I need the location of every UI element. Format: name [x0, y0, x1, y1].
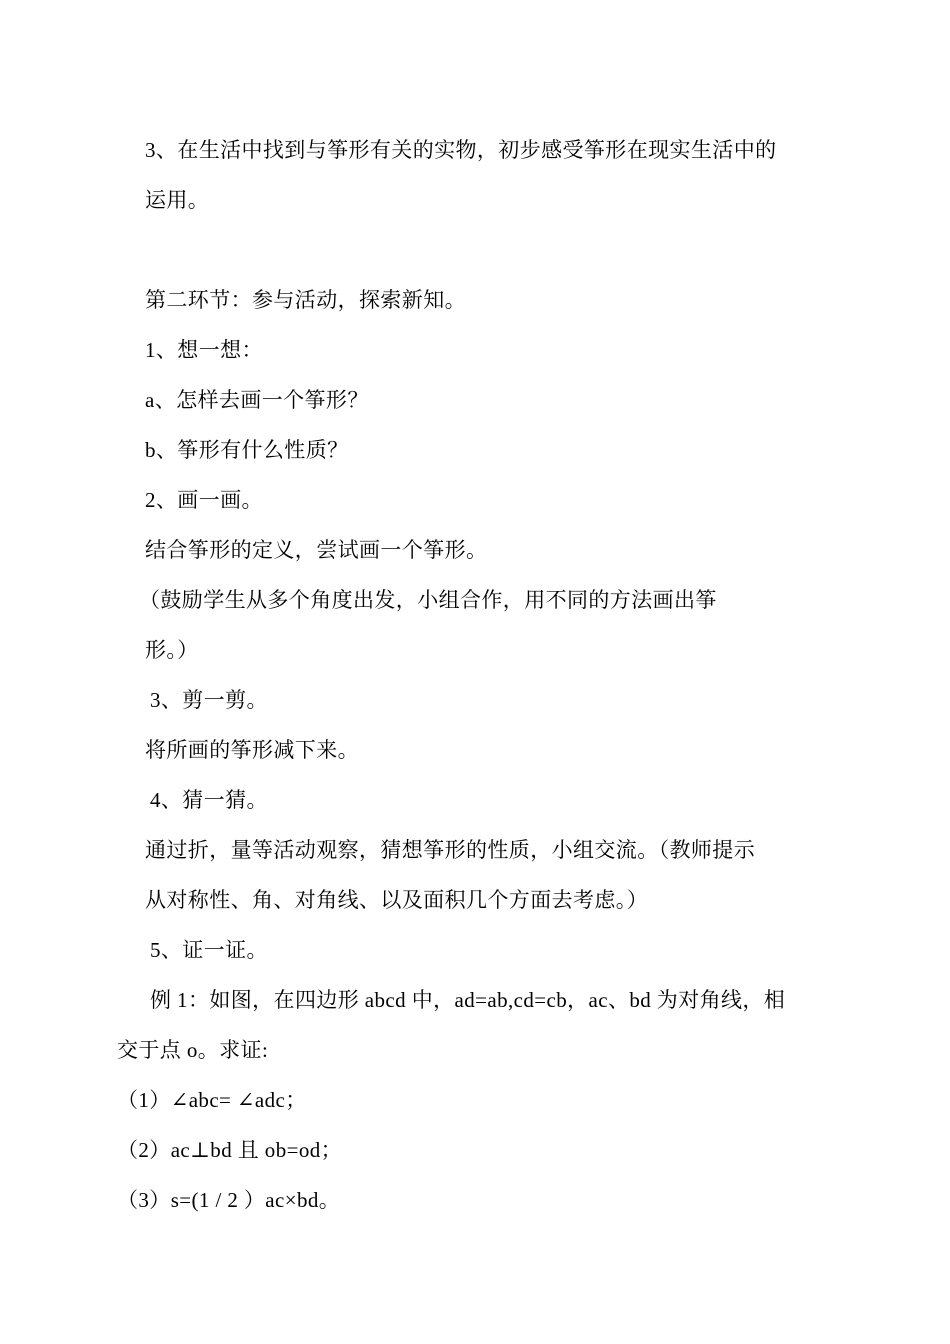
paragraph-line: 运用。 [145, 188, 210, 212]
paragraph-line: 4、猜一猜。 [150, 788, 268, 812]
paragraph-line: 形。） [145, 638, 199, 662]
paragraph-line: 将所画的筝形减下来。 [145, 738, 359, 762]
section-heading: 第二环节：参与活动，探索新知。 [145, 288, 466, 312]
paragraph-line: b、筝形有什么性质？ [145, 438, 349, 462]
paragraph-line: 3、剪一剪。 [150, 688, 268, 712]
paragraph-line: （2）ac⊥bd 且 ob=od； [117, 1138, 343, 1162]
paragraph-line: 1、想一想： [145, 338, 263, 362]
paragraph-line: （1）∠abc= ∠adc； [117, 1088, 307, 1112]
paragraph-line: a、怎样去画一个筝形？ [145, 388, 369, 412]
paragraph-line: 从对称性、角、对角线、以及面积几个方面去考虑。） [145, 888, 649, 912]
paragraph-line: 5、证一证。 [150, 938, 268, 962]
paragraph-line: 2、画一画。 [145, 488, 263, 512]
paragraph-line: 3、在生活中找到与筝形有关的实物，初步感受筝形在现实生活中的 [145, 138, 777, 162]
paragraph-line: 结合筝形的定义，尝试画一个筝形。 [145, 538, 488, 562]
paragraph-line: 交于点 o。求证: [117, 1038, 269, 1062]
paragraph-line: （3）s=(1 / 2 ）ac×bd。 [117, 1188, 341, 1212]
paragraph-line: 例 1：如图，在四边形 abcd 中，ad=ab,cd=cb，ac、bd 为对角线，相 [150, 988, 786, 1012]
paragraph-line: （鼓励学生从多个角度出发，小组合作，用不同的方法画出筝 [139, 588, 717, 612]
paragraph-line: 通过折，量等活动观察，猜想筝形的性质，小组交流。（教师提示 [145, 838, 756, 862]
